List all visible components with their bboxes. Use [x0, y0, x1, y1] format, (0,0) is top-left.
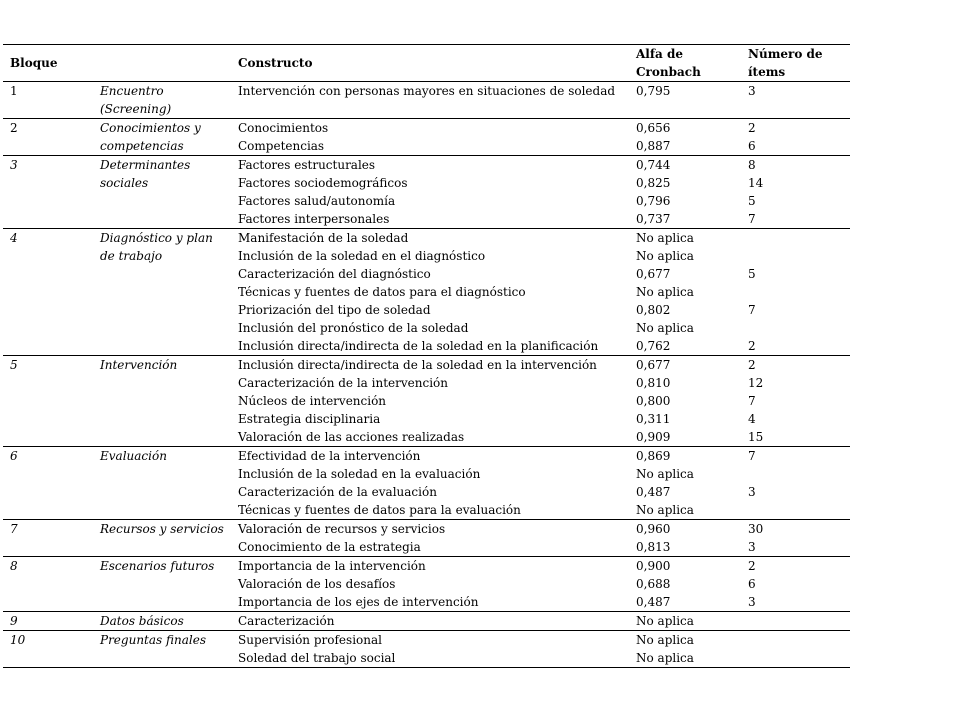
alfa-cell: 0,810 — [636, 376, 671, 390]
block-name: Encuentro (Screening) — [93, 82, 231, 119]
items-cell: 3 — [741, 82, 850, 119]
items-cell: 30 — [741, 520, 850, 539]
header-items: Número de ítems — [741, 45, 850, 82]
items-cell: 4 — [748, 412, 756, 426]
constructo-cell: Estrategia disciplinaria — [238, 412, 381, 426]
items-cell — [741, 631, 850, 650]
block-number: 9 — [3, 612, 93, 631]
alfa-cell: 0,800 — [636, 394, 671, 408]
constructo-cell: Inclusión directa/indirecta de la soledad en la intervención — [231, 356, 629, 375]
constructo-cell: Factores estructurales — [231, 156, 629, 175]
items-cell — [741, 247, 850, 265]
alfa-cell: 0,311 — [636, 412, 671, 426]
items-cell: 2 — [741, 557, 850, 576]
constructo-cell: Inclusión directa/indirecta de la soledad en la planificación — [238, 339, 599, 353]
alfa-cell: No aplica — [629, 229, 741, 248]
block-name: Datos básicos — [93, 612, 231, 631]
constructo-cell: Importancia de la intervención — [231, 557, 629, 576]
items-cell: 3 — [748, 540, 756, 554]
header-bloque: Bloque — [3, 45, 93, 82]
block-number: 10 — [3, 631, 93, 668]
items-cell: 6 — [748, 139, 756, 153]
alfa-cell: 0,677 — [629, 356, 741, 375]
constructo-cell: Núcleos de intervención — [238, 394, 387, 408]
constructo-cell: Caracterización de la intervención — [238, 376, 448, 390]
reliability-table — [3, 44, 850, 668]
alfa-cell: 0,762 — [636, 339, 671, 353]
block-name: Determinantes sociales — [93, 156, 231, 229]
alfa-cell: No aplica — [629, 612, 741, 631]
block-number: 4 — [3, 229, 93, 356]
constructo-cell: Inclusión de la soledad en la evaluación — [238, 467, 481, 481]
constructo-cell: Caracterización de la evaluación — [238, 485, 437, 499]
items-cell — [741, 283, 850, 301]
alfa-cell: 0,737 — [636, 212, 671, 226]
table-row — [3, 156, 850, 175]
block-number: 5 — [3, 356, 93, 447]
items-cell: 3 — [748, 595, 756, 609]
items-cell: 5 — [748, 267, 756, 281]
alfa-cell: 0,900 — [629, 557, 741, 576]
header-block-name — [93, 45, 231, 82]
constructo-cell: Efectividad de la intervención — [231, 447, 629, 466]
header-constructo: Constructo — [231, 45, 629, 82]
table-row — [3, 447, 850, 466]
alfa-cell: 0,960 — [629, 520, 741, 539]
alfa-cell: No aplica — [636, 503, 694, 517]
constructo-cell: Técnicas y fuentes de datos para el diagnóstico — [238, 285, 526, 299]
block-number: 2 — [3, 119, 93, 156]
alfa-cell: 0,656 — [629, 119, 741, 138]
block-name: Intervención — [93, 356, 231, 447]
alfa-cell: 0,744 — [629, 156, 741, 175]
constructo-cell: Valoración de los desafíos — [238, 577, 396, 591]
block-name: Escenarios futuros — [93, 557, 231, 612]
items-cell: 15 — [748, 430, 764, 444]
alfa-cell: No aplica — [636, 467, 694, 481]
alfa-cell: 0,795 — [629, 82, 741, 119]
block-name: Diagnóstico y plan de trabajo — [93, 229, 231, 356]
alfa-cell: 0,802 — [636, 303, 671, 317]
alfa-cell: No aplica — [629, 631, 741, 650]
constructo-cell: Inclusión del pronóstico de la soledad — [238, 321, 469, 335]
constructo-cell: Caracterización del diagnóstico — [238, 267, 431, 281]
alfa-cell: 0,796 — [636, 194, 671, 208]
alfa-cell: 0,909 — [636, 430, 671, 444]
constructo-cell: Valoración de las acciones realizadas — [238, 430, 465, 444]
constructo-cell: Supervisión profesional — [231, 631, 629, 650]
alfa-cell: 0,887 — [636, 139, 671, 153]
block-number: 6 — [3, 447, 93, 520]
table-row — [3, 356, 850, 375]
constructo-cell: Conocimientos — [231, 119, 629, 138]
alfa-cell: No aplica — [629, 649, 741, 668]
constructo-cell: Priorización del tipo de soledad — [238, 303, 431, 317]
alfa-cell: 0,677 — [636, 267, 671, 281]
block-name: Conocimientos y competencias — [93, 119, 231, 156]
constructo-cell: Intervención con personas mayores en situaciones de soledad — [231, 82, 629, 119]
constructo-cell: Factores interpersonales — [238, 212, 390, 226]
constructo-cell: Manifestación de la soledad — [231, 229, 629, 248]
items-cell: 14 — [748, 176, 764, 190]
alfa-cell: 0,487 — [636, 595, 671, 609]
items-cell: 2 — [741, 356, 850, 375]
table-row — [3, 119, 850, 138]
constructo-cell: Técnicas y fuentes de datos para la evaluación — [238, 503, 521, 517]
items-cell — [741, 501, 850, 520]
table-row — [3, 557, 850, 576]
items-cell: 7 — [748, 212, 756, 226]
constructo-cell: Inclusión de la soledad en el diagnóstico — [238, 249, 486, 263]
alfa-cell: No aplica — [636, 321, 694, 335]
items-cell: 7 — [748, 303, 756, 317]
alfa-cell: 0,869 — [629, 447, 741, 466]
table-row — [3, 612, 850, 631]
items-cell — [741, 465, 850, 483]
block-number: 8 — [3, 557, 93, 612]
alfa-cell: 0,487 — [636, 485, 671, 499]
items-cell — [741, 319, 850, 337]
items-cell: 2 — [741, 119, 850, 138]
block-number: 7 — [3, 520, 93, 557]
items-cell — [741, 612, 850, 631]
alfa-cell: No aplica — [636, 249, 694, 263]
table-row — [3, 82, 850, 119]
table-row — [3, 520, 850, 539]
alfa-cell: 0,688 — [636, 577, 671, 591]
items-cell: 8 — [741, 156, 850, 175]
block-name: Preguntas finales — [93, 631, 231, 668]
table-row — [3, 631, 850, 650]
block-number: 1 — [3, 82, 93, 119]
items-cell: 12 — [748, 376, 764, 390]
table-header-row — [3, 45, 850, 82]
items-cell: 3 — [748, 485, 756, 499]
alfa-cell: No aplica — [636, 285, 694, 299]
block-name: Recursos y servicios — [93, 520, 231, 557]
constructo-cell: Factores salud/autonomía — [238, 194, 396, 208]
items-cell: 7 — [748, 394, 756, 408]
items-cell: 2 — [748, 339, 756, 353]
constructo-cell: Caracterización — [231, 612, 629, 631]
items-cell — [741, 649, 850, 668]
constructo-cell: Importancia de los ejes de intervención — [238, 595, 479, 609]
alfa-cell: 0,825 — [636, 176, 671, 190]
constructo-cell: Conocimiento de la estrategia — [238, 540, 421, 554]
constructo-cell: Soledad del trabajo social — [231, 649, 629, 668]
header-alfa: Alfa de Cronbach — [629, 45, 741, 82]
block-name: Evaluación — [93, 447, 231, 520]
constructo-cell: Factores sociodemográficos — [238, 176, 408, 190]
constructo-cell: Valoración de recursos y servicios — [231, 520, 629, 539]
items-cell: 5 — [748, 194, 756, 208]
alfa-cell: 0,813 — [636, 540, 671, 554]
items-cell: 7 — [741, 447, 850, 466]
constructo-cell: Competencias — [238, 139, 325, 153]
block-number: 3 — [3, 156, 93, 229]
items-cell — [741, 229, 850, 248]
items-cell: 6 — [748, 577, 756, 591]
table-row — [3, 229, 850, 248]
